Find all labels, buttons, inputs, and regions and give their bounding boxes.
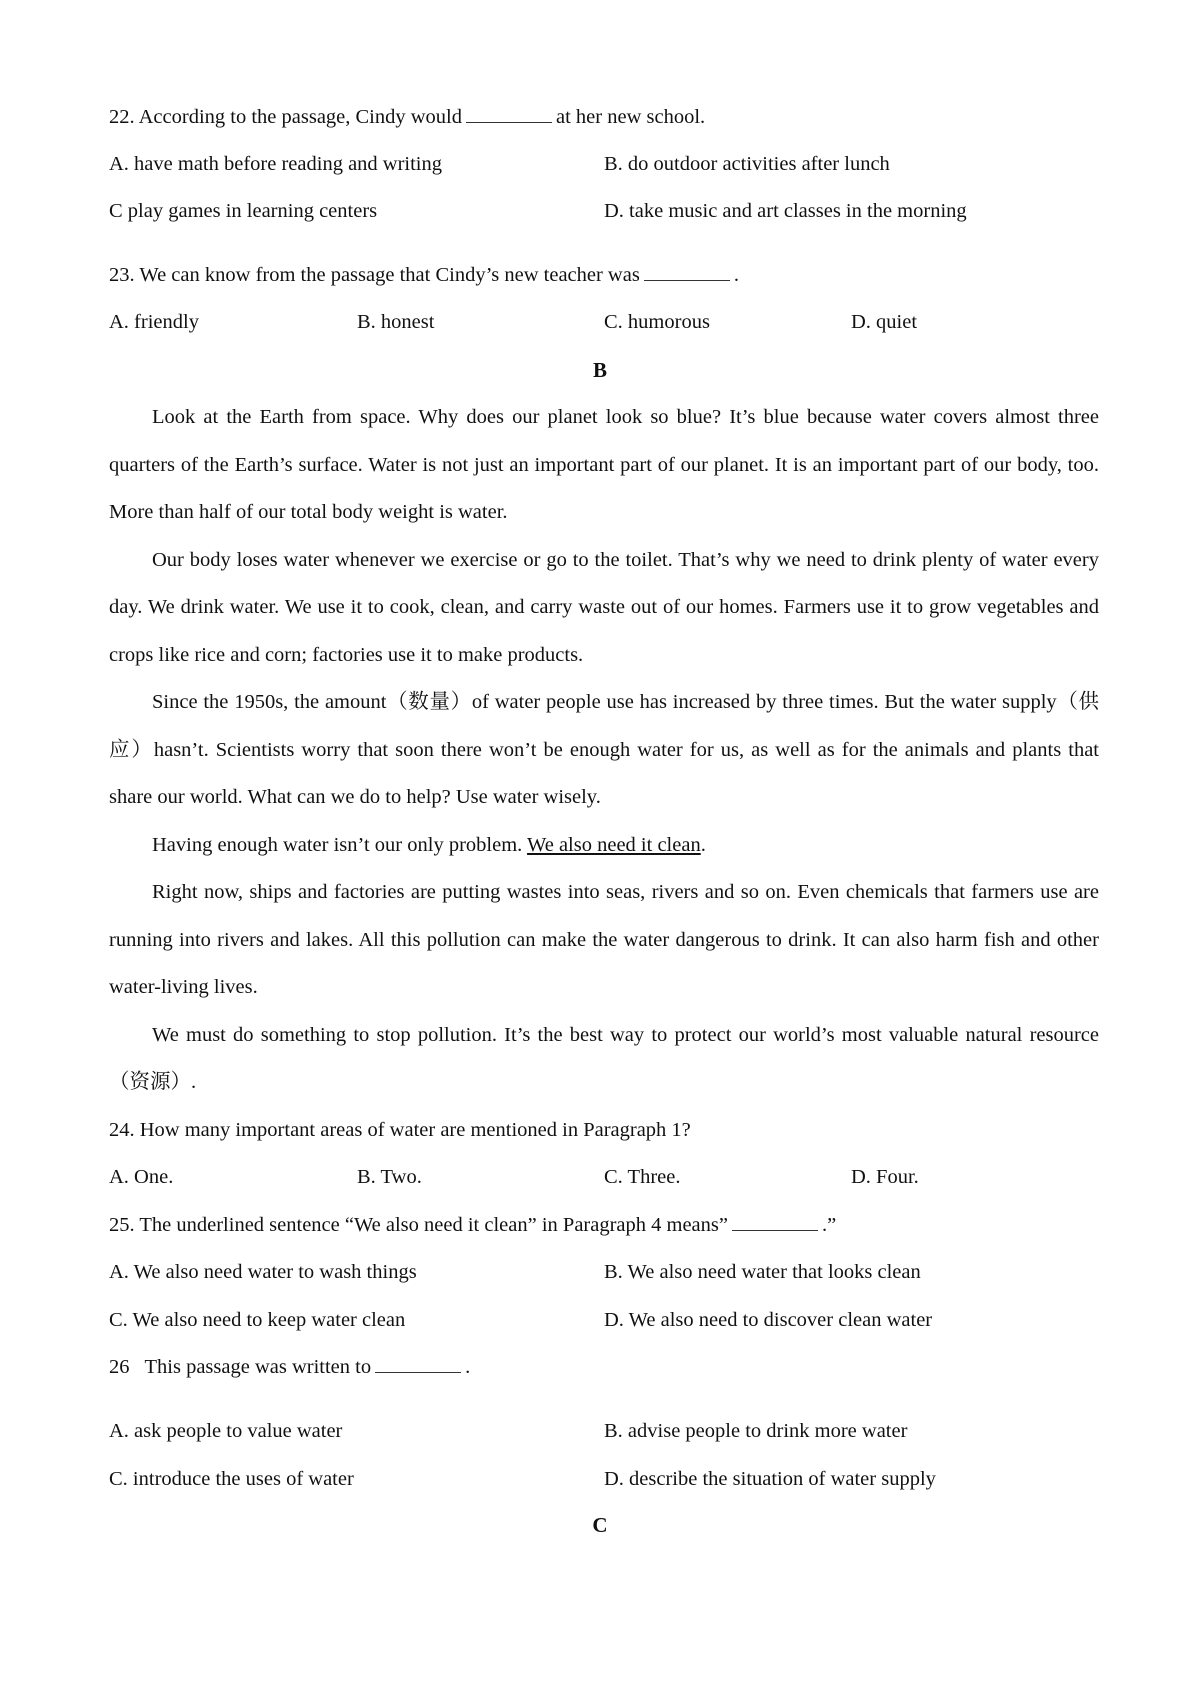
q26-option-c: C. introduce the uses of water <box>109 1468 354 1490</box>
underlined-sentence: We also need it clean <box>527 834 701 856</box>
section-heading-c: C <box>592 1513 608 1537</box>
question-23-stem <box>109 262 1099 288</box>
q25-option-a: A. We also need water to wash things <box>109 1261 417 1283</box>
q24-option-d: D. Four. <box>851 1166 919 1188</box>
passage-b-p5-line: water-living lives. <box>109 976 258 998</box>
passage-b-p6-line: We must do something to stop pollution. It’s the best way to protect our world’s most valuable natural resource <box>152 1024 1099 1046</box>
q22-option-d: D. take music and art classes in the morning <box>604 200 967 222</box>
stem-text: .” <box>821 1214 837 1236</box>
stem-text: 23. We can know from the passage that Cindy’s new teacher was <box>109 264 640 286</box>
passage-b-p3-line: share our world. What can we do to help? Use water wisely. <box>109 786 601 808</box>
q26-option-d: D. describe the situation of water supply <box>604 1468 936 1490</box>
passage-b-p4-line <box>109 832 1099 858</box>
passage-b-p5-line: Right now, ships and factories are putting wastes into seas, rivers and so on. Even chemicals that farmers use are <box>152 881 1099 903</box>
q23-option-d: D. quiet <box>851 311 918 333</box>
q23-option-b: B. honest <box>357 311 435 333</box>
q23-option-a: A. friendly <box>109 311 199 333</box>
q24-option-c: C. Three. <box>604 1166 681 1188</box>
q24-option-b: B. Two. <box>357 1166 422 1188</box>
stem-text: 25. The underlined sentence “We also need it clean” in Paragraph 4 means” <box>109 1214 728 1236</box>
answer-blank <box>375 1354 461 1373</box>
passage-b-p5-line: running into rivers and lakes. All this pollution can make the water dangerous to drink. It can also harm fish and other <box>109 929 1099 951</box>
answer-blank <box>644 262 730 281</box>
q23-option-c: C. humorous <box>604 311 710 333</box>
q22-option-c: C play games in learning centers <box>109 200 378 222</box>
passage-b-p6-line: （资源）. <box>109 1071 197 1093</box>
passage-b-p1-line: quarters of the Earth’s surface. Water is not just an important part of our planet. It is an important part of our body, too. <box>109 454 1099 476</box>
question-26-stem <box>109 1354 1099 1380</box>
q24-option-a: A. One. <box>109 1166 174 1188</box>
passage-b-p1-line: Look at the Earth from space. Why does our planet look so blue? It’s blue because water covers almost three <box>152 406 1099 428</box>
answer-blank <box>466 104 552 123</box>
q22-option-b: B. do outdoor activities after lunch <box>604 153 890 175</box>
stem-text: at her new school. <box>556 106 706 128</box>
q26-option-a: A. ask people to value water <box>109 1420 343 1442</box>
q22-option-a: A. have math before reading and writing <box>109 153 443 175</box>
question-22-stem <box>109 104 1099 130</box>
passage-b-p3-line: 应）hasn’t. Scientists worry that soon there won’t be enough water for us, as well as for the animals and plants that <box>109 739 1099 761</box>
stem-text: 22. According to the passage, Cindy would <box>109 106 463 128</box>
question-25-stem <box>109 1212 1099 1238</box>
answer-blank <box>732 1212 818 1231</box>
passage-b-p1-line: More than half of our total body weight is water. <box>109 501 508 523</box>
passage-b-p3-line: Since the 1950s, the amount（数量）of water people use has increased by three times. But the water supply（供 <box>152 691 1099 713</box>
passage-b-p2-line: crops like rice and corn; factories use it to make products. <box>109 644 584 666</box>
stem-text: . <box>465 1356 471 1378</box>
stem-text: 26 This passage was written to <box>109 1356 372 1378</box>
passage-b-p2-line: day. We drink water. We use it to cook, clean, and carry waste out of our homes. Farmers use it to grow vegetables and <box>109 596 1099 618</box>
q25-option-b: B. We also need water that looks clean <box>604 1261 921 1283</box>
question-24-stem: 24. How many important areas of water are mentioned in Paragraph 1? <box>109 1119 691 1141</box>
section-heading-b: B <box>592 358 607 382</box>
p4-text: Having enough water isn’t our only problem. <box>152 834 523 856</box>
stem-text: . <box>733 264 739 286</box>
passage-b-p2-line: Our body loses water whenever we exercise or go to the toilet. That’s why we need to drink plenty of water every <box>152 549 1099 571</box>
q25-option-c: C. We also need to keep water clean <box>109 1309 406 1331</box>
q25-option-d: D. We also need to discover clean water <box>604 1309 933 1331</box>
p4-text: . <box>700 834 706 856</box>
q26-option-b: B. advise people to drink more water <box>604 1420 908 1442</box>
